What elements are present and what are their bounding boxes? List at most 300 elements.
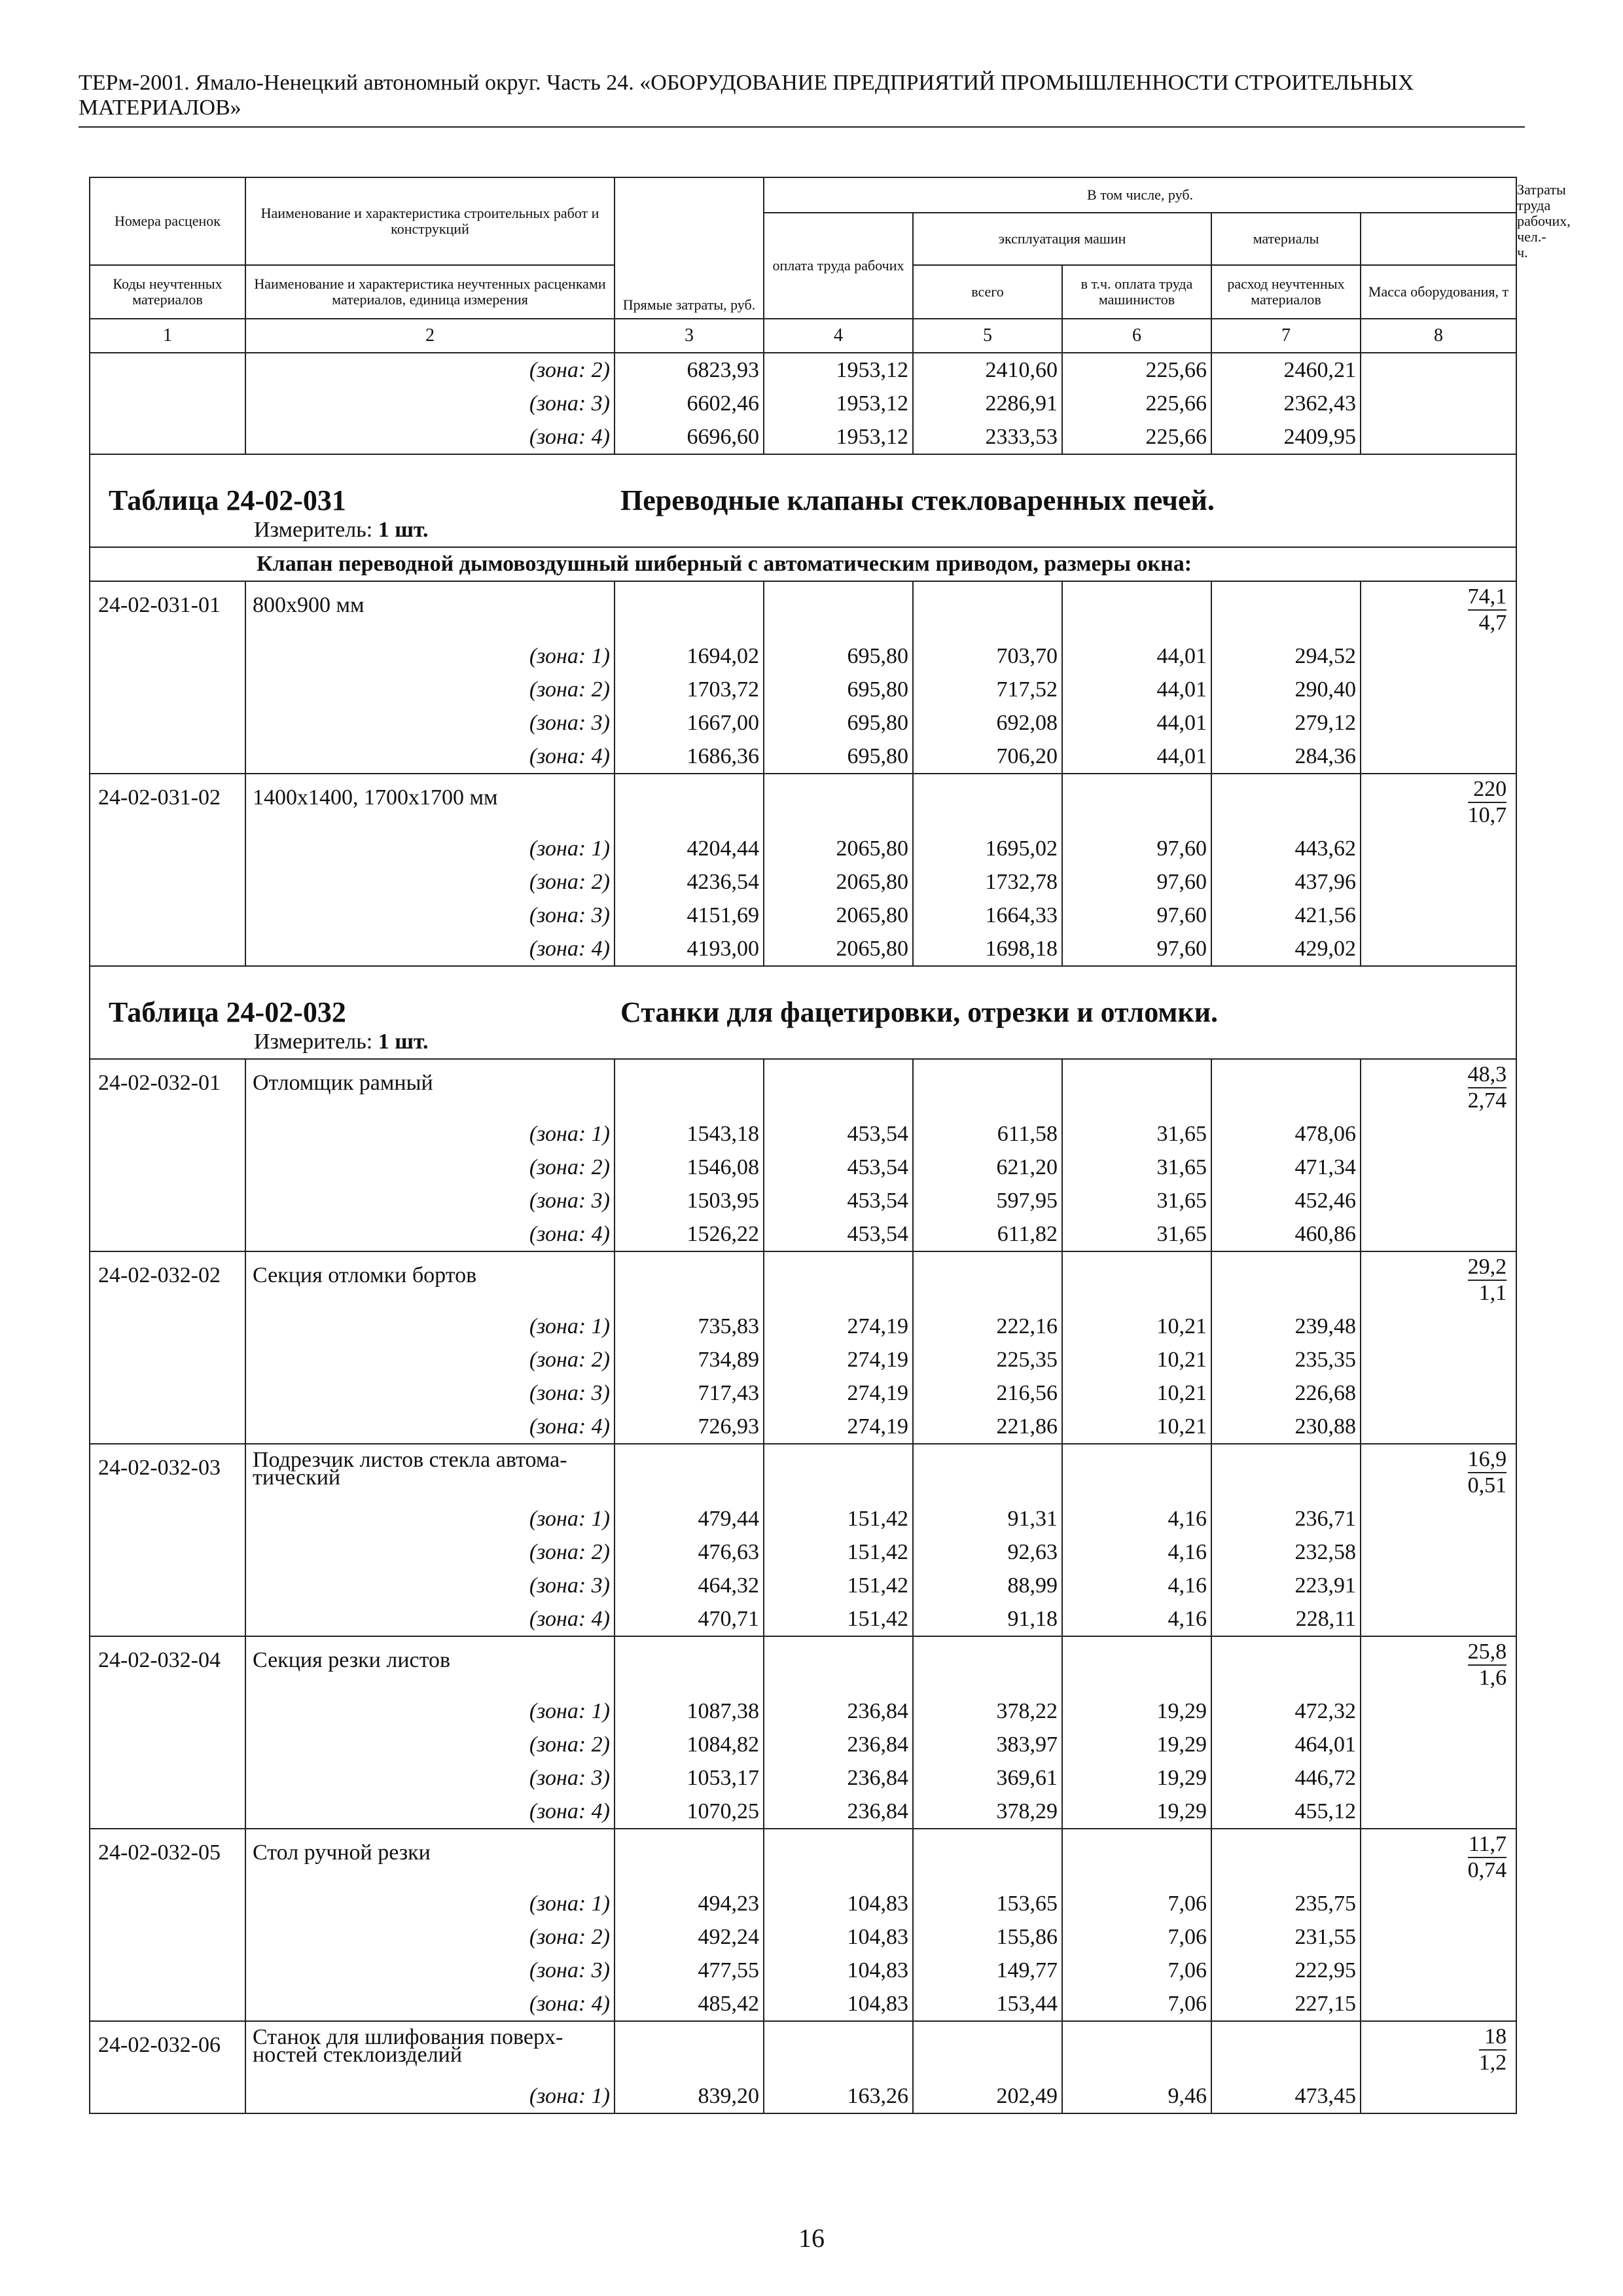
- value-cell: 2409,95: [1211, 420, 1361, 454]
- value-cell: [764, 1636, 913, 1695]
- value-cell: 10,21: [1062, 1310, 1211, 1343]
- column-number: 6: [1062, 319, 1211, 353]
- labor-mass-cell: [1361, 2021, 1516, 2079]
- value-cell: 236,84: [764, 1761, 913, 1795]
- table-row: [90, 639, 1516, 673]
- code-cell: [90, 1376, 245, 1410]
- value-cell: 294,52: [1211, 639, 1361, 673]
- labor-mass-fraction: [1468, 774, 1512, 828]
- value-cell: [913, 1059, 1062, 1117]
- value-cell: 383,97: [913, 1728, 1062, 1761]
- labor-mass-cell: [1361, 1444, 1516, 1502]
- labor-mass-fraction: [1468, 1060, 1512, 1113]
- code-cell: [90, 1310, 245, 1343]
- value-cell: [1361, 1343, 1516, 1376]
- value-cell: [1361, 932, 1516, 966]
- table-row: [90, 1569, 1516, 1602]
- value-cell: [913, 1829, 1062, 1887]
- code-cell: [90, 2079, 245, 2113]
- labor-cost: 74,1: [1468, 584, 1507, 611]
- value-cell: 222,95: [1211, 1954, 1361, 1987]
- labor-mass-cell: [1361, 1636, 1516, 1695]
- measure: [254, 518, 429, 543]
- table-body: [90, 353, 1516, 2113]
- value-cell: [1361, 420, 1516, 454]
- labor-mass-cell: [1361, 1059, 1516, 1117]
- value-cell: 494,23: [615, 1887, 764, 1920]
- value-cell: 4236,54: [615, 865, 764, 899]
- section-title-row: [90, 966, 1516, 1028]
- value-cell: 695,80: [764, 639, 913, 673]
- value-cell: 228,11: [1211, 1602, 1361, 1636]
- value-cell: 2362,43: [1211, 387, 1361, 420]
- value-cell: 97,60: [1062, 932, 1211, 966]
- zone-label: (зона: 3): [245, 1954, 615, 1987]
- value-cell: 717,52: [913, 673, 1062, 706]
- header-including: В том числе, руб.: [764, 177, 1516, 213]
- value-cell: 236,84: [764, 1728, 913, 1761]
- equipment-mass: 1,6: [1478, 1666, 1507, 1690]
- zone-label: (зона: 3): [245, 1569, 615, 1602]
- table-row: [90, 1795, 1516, 1829]
- value-cell: 1664,33: [913, 899, 1062, 932]
- code-cell: [90, 1184, 245, 1217]
- value-cell: 1703,72: [615, 673, 764, 706]
- value-cell: 473,45: [1211, 2079, 1361, 2113]
- column-number: 5: [913, 319, 1062, 353]
- code-cell: [90, 1502, 245, 1535]
- labor-mass-cell: [1361, 1251, 1516, 1310]
- rate-code: 24-02-032-01: [90, 1059, 245, 1117]
- value-cell: [1062, 774, 1211, 832]
- value-cell: 2065,80: [764, 932, 913, 966]
- zone-label: (зона: 3): [245, 387, 615, 420]
- value-cell: [1211, 2021, 1361, 2079]
- value-cell: 225,66: [1062, 353, 1211, 387]
- zone-label: (зона: 1): [245, 1502, 615, 1535]
- zone-label: (зона: 1): [245, 2079, 615, 2113]
- value-cell: 1543,18: [615, 1117, 764, 1151]
- equipment-mass: 10,7: [1467, 803, 1507, 827]
- value-cell: 460,86: [1211, 1217, 1361, 1251]
- value-cell: [615, 1636, 764, 1695]
- section-title-cell: [90, 966, 1516, 1028]
- value-cell: 235,35: [1211, 1343, 1361, 1376]
- column-number: 1: [90, 319, 245, 353]
- value-cell: 2065,80: [764, 832, 913, 865]
- header-machines-labor: в т.ч. оплата труда машинистов: [1062, 265, 1211, 319]
- value-cell: 10,21: [1062, 1410, 1211, 1444]
- table-row: [90, 1987, 1516, 2021]
- zone-label: (зона: 4): [245, 1987, 615, 2021]
- table-row: [90, 673, 1516, 706]
- labor-cost: 11,7: [1468, 1832, 1507, 1858]
- value-cell: 1087,38: [615, 1695, 764, 1728]
- value-cell: [1361, 1920, 1516, 1954]
- table-row: [90, 932, 1516, 966]
- value-cell: 225,66: [1062, 387, 1211, 420]
- value-cell: [1361, 1761, 1516, 1795]
- value-cell: [615, 1829, 764, 1887]
- value-cell: 153,44: [913, 1987, 1062, 2021]
- table-title: Станки для фацетировки, отрезки и отломки.: [620, 996, 1219, 1028]
- value-cell: 221,86: [913, 1410, 1062, 1444]
- value-cell: [1062, 1636, 1211, 1695]
- zone-label: (зона: 1): [245, 832, 615, 865]
- equipment-mass: 0,51: [1467, 1473, 1507, 1498]
- value-cell: [1361, 832, 1516, 865]
- value-cell: 1053,17: [615, 1761, 764, 1795]
- code-cell: [90, 932, 245, 966]
- value-cell: [1062, 2021, 1211, 2079]
- zone-label: (зона: 1): [245, 1695, 615, 1728]
- code-cell: [90, 1795, 245, 1829]
- measure-row: [90, 1028, 1516, 1059]
- value-cell: [1361, 1184, 1516, 1217]
- value-cell: [764, 774, 913, 832]
- code-cell: [90, 1343, 245, 1376]
- zone-label: (зона: 1): [245, 1310, 615, 1343]
- value-cell: [1211, 774, 1361, 832]
- value-cell: [1361, 706, 1516, 740]
- value-cell: 421,56: [1211, 899, 1361, 932]
- value-cell: [1361, 740, 1516, 774]
- value-cell: 479,44: [615, 1502, 764, 1535]
- code-cell: [90, 353, 245, 387]
- value-cell: 19,29: [1062, 1795, 1211, 1829]
- value-cell: [1361, 1151, 1516, 1184]
- column-number: 3: [615, 319, 764, 353]
- value-cell: 44,01: [1062, 706, 1211, 740]
- value-cell: [1211, 1444, 1361, 1502]
- value-cell: 7,06: [1062, 1954, 1211, 1987]
- header-machines-total: всего: [913, 265, 1062, 319]
- value-cell: 274,19: [764, 1310, 913, 1343]
- equipment-mass: 1,2: [1478, 2051, 1507, 2075]
- value-cell: 2065,80: [764, 865, 913, 899]
- rate-name: Подрезчик листов стекла автома-тический: [245, 1444, 615, 1502]
- value-cell: 621,20: [913, 1151, 1062, 1184]
- rate-name: Стол ручной резки: [245, 1829, 615, 1887]
- value-cell: 239,48: [1211, 1310, 1361, 1343]
- value-cell: 2460,21: [1211, 353, 1361, 387]
- value-cell: 464,32: [615, 1569, 764, 1602]
- value-cell: [615, 774, 764, 832]
- header-materials: материалы: [1211, 213, 1361, 265]
- value-cell: 97,60: [1062, 832, 1211, 865]
- value-cell: 10,21: [1062, 1343, 1211, 1376]
- value-cell: 31,65: [1062, 1184, 1211, 1217]
- zone-label: (зона: 3): [245, 706, 615, 740]
- value-cell: 437,96: [1211, 865, 1361, 899]
- value-cell: 104,83: [764, 1887, 913, 1920]
- code-cell: [90, 1887, 245, 1920]
- section-title-row: [90, 454, 1516, 516]
- value-cell: 7,06: [1062, 1887, 1211, 1920]
- zone-label: (зона: 1): [245, 1887, 615, 1920]
- equipment-mass: 1,1: [1478, 1281, 1507, 1305]
- value-cell: [1361, 1695, 1516, 1728]
- value-cell: [615, 581, 764, 639]
- value-cell: [913, 1444, 1062, 1502]
- labor-cost: 16,9: [1468, 1447, 1507, 1473]
- labor-mass-cell: [1361, 774, 1516, 832]
- table-row: [90, 740, 1516, 774]
- value-cell: 279,12: [1211, 706, 1361, 740]
- value-cell: [615, 1251, 764, 1310]
- value-cell: [913, 774, 1062, 832]
- value-cell: 92,63: [913, 1535, 1062, 1569]
- column-number: 4: [764, 319, 913, 353]
- value-cell: 695,80: [764, 706, 913, 740]
- table-row: [90, 865, 1516, 899]
- value-cell: [1361, 1410, 1516, 1444]
- header-col1-top: Номера расценок: [90, 177, 245, 265]
- header-col2-top: Наименование и характеристика строительных работ и конструкций: [245, 177, 615, 265]
- code-cell: [90, 1761, 245, 1795]
- value-cell: 4204,44: [615, 832, 764, 865]
- value-cell: 470,71: [615, 1602, 764, 1636]
- labor-cost: 18: [1479, 2024, 1507, 2051]
- value-cell: 9,46: [1062, 2079, 1211, 2113]
- value-cell: 290,40: [1211, 673, 1361, 706]
- header-col8-bottom: Масса оборудования, т: [1361, 265, 1516, 319]
- zone-label: (зона: 3): [245, 1761, 615, 1795]
- value-cell: [1211, 1829, 1361, 1887]
- value-cell: 151,42: [764, 1535, 913, 1569]
- table-row: [90, 1695, 1516, 1728]
- value-cell: [1211, 581, 1361, 639]
- value-cell: 151,42: [764, 1502, 913, 1535]
- value-cell: 472,32: [1211, 1695, 1361, 1728]
- table-row: [90, 1444, 1516, 1502]
- table-row: [90, 706, 1516, 740]
- value-cell: [1361, 639, 1516, 673]
- value-cell: 2410,60: [913, 353, 1062, 387]
- value-cell: [1361, 1117, 1516, 1151]
- section-title-cell: [90, 454, 1516, 516]
- table-row: [90, 353, 1516, 387]
- header-direct-costs: Прямые затраты, руб.: [615, 177, 764, 319]
- value-cell: 1953,12: [764, 420, 913, 454]
- value-cell: 31,65: [1062, 1151, 1211, 1184]
- value-cell: [1361, 1795, 1516, 1829]
- value-cell: [1361, 387, 1516, 420]
- value-cell: 1953,12: [764, 353, 913, 387]
- value-cell: 1667,00: [615, 706, 764, 740]
- value-cell: 839,20: [615, 2079, 764, 2113]
- column-number: 7: [1211, 319, 1361, 353]
- value-cell: 230,88: [1211, 1410, 1361, 1444]
- code-cell: [90, 899, 245, 932]
- value-cell: 2065,80: [764, 899, 913, 932]
- table-row: [90, 1761, 1516, 1795]
- header-col1-bottom: Коды неучтенных материалов: [90, 265, 245, 319]
- rate-code: 24-02-031-01: [90, 581, 245, 639]
- value-cell: 453,54: [764, 1184, 913, 1217]
- table-row: [90, 1887, 1516, 1920]
- table-header: Номера расценок Наименование и характеристика строительных работ и конструкций Прямые затраты, руб. В том числе, руб. Затраты труда рабочих, чел.-ч. оплата труда рабочих эксплуатация машин материалы Коды неучтенных материалов Наименование и характеристика неучтенных расценками материалов, единица измерения всего в т.ч. оплата труда машинистов расход неучтенных материалов Масса оборудования, т 1 2 3 4 5 6 7 8: [90, 177, 1516, 353]
- value-cell: 453,54: [764, 1117, 913, 1151]
- value-cell: [1361, 1987, 1516, 2021]
- value-cell: 202,49: [913, 2079, 1062, 2113]
- value-cell: 1694,02: [615, 639, 764, 673]
- zone-label: (зона: 2): [245, 1728, 615, 1761]
- zone-label: (зона: 3): [245, 1184, 615, 1217]
- value-cell: 155,86: [913, 1920, 1062, 1954]
- value-cell: [1211, 1636, 1361, 1695]
- value-cell: 2286,91: [913, 387, 1062, 420]
- value-cell: [764, 1829, 913, 1887]
- code-cell: [90, 1920, 245, 1954]
- value-cell: 151,42: [764, 1602, 913, 1636]
- value-cell: [764, 1059, 913, 1117]
- table-row: [90, 420, 1516, 454]
- value-cell: [1361, 673, 1516, 706]
- value-cell: 2333,53: [913, 420, 1062, 454]
- zone-label: (зона: 1): [245, 639, 615, 673]
- column-number: 2: [245, 319, 615, 353]
- code-cell: [90, 1151, 245, 1184]
- zone-label: (зона: 3): [245, 1376, 615, 1410]
- value-cell: 471,34: [1211, 1151, 1361, 1184]
- value-cell: 485,42: [615, 1987, 764, 2021]
- price-table: [89, 177, 1571, 2114]
- value-cell: 706,20: [913, 740, 1062, 774]
- value-cell: 231,55: [1211, 1920, 1361, 1954]
- header-machines: эксплуатация машин: [913, 213, 1211, 265]
- value-cell: 274,19: [764, 1376, 913, 1410]
- value-cell: 692,08: [913, 706, 1062, 740]
- zone-label: (зона: 4): [245, 740, 615, 774]
- value-cell: 88,99: [913, 1569, 1062, 1602]
- value-cell: [1361, 1535, 1516, 1569]
- value-cell: 236,84: [764, 1695, 913, 1728]
- value-cell: [1361, 1502, 1516, 1535]
- value-cell: [764, 1444, 913, 1502]
- value-cell: 7,06: [1062, 1920, 1211, 1954]
- value-cell: 443,62: [1211, 832, 1361, 865]
- labor-mass-fraction: [1468, 1829, 1512, 1883]
- value-cell: 223,91: [1211, 1569, 1361, 1602]
- code-cell: [90, 639, 245, 673]
- value-cell: 31,65: [1062, 1217, 1211, 1251]
- table-row: [90, 1184, 1516, 1217]
- code-cell: [90, 1569, 245, 1602]
- measure-row: [90, 516, 1516, 547]
- page-number: 16: [798, 2223, 825, 2253]
- code-cell: [90, 706, 245, 740]
- value-cell: 97,60: [1062, 899, 1211, 932]
- table-row: [90, 832, 1516, 865]
- value-cell: 226,68: [1211, 1376, 1361, 1410]
- value-cell: 19,29: [1062, 1761, 1211, 1795]
- value-cell: 453,54: [764, 1217, 913, 1251]
- value-cell: [1361, 1310, 1516, 1343]
- value-cell: 1686,36: [615, 740, 764, 774]
- rate-code: 24-02-032-05: [90, 1829, 245, 1887]
- value-cell: 44,01: [1062, 673, 1211, 706]
- value-cell: 446,72: [1211, 1761, 1361, 1795]
- value-cell: 284,36: [1211, 740, 1361, 774]
- value-cell: [1062, 1829, 1211, 1887]
- table-name: Таблица 24-02-031: [109, 484, 346, 516]
- value-cell: 4,16: [1062, 1569, 1211, 1602]
- value-cell: 429,02: [1211, 932, 1361, 966]
- value-cell: 717,43: [615, 1376, 764, 1410]
- value-cell: 1732,78: [913, 865, 1062, 899]
- value-cell: 378,29: [913, 1795, 1062, 1829]
- value-cell: 477,55: [615, 1954, 764, 1987]
- zone-label: (зона: 2): [245, 865, 615, 899]
- labor-mass-cell: [1361, 1829, 1516, 1887]
- value-cell: [1361, 865, 1516, 899]
- value-cell: 31,65: [1062, 1117, 1211, 1151]
- value-cell: [913, 1636, 1062, 1695]
- value-cell: [1361, 1602, 1516, 1636]
- value-cell: [615, 1059, 764, 1117]
- value-cell: 7,06: [1062, 1987, 1211, 2021]
- value-cell: 1695,02: [913, 832, 1062, 865]
- value-cell: [1361, 1217, 1516, 1251]
- value-cell: 274,19: [764, 1343, 913, 1376]
- value-cell: 149,77: [913, 1954, 1062, 1987]
- subheading-row: [90, 547, 1516, 581]
- labor-mass-fraction: [1468, 1444, 1512, 1498]
- value-cell: 4,16: [1062, 1602, 1211, 1636]
- value-cell: [1062, 1251, 1211, 1310]
- measure-cell: [90, 516, 1516, 547]
- zone-label: (зона: 3): [245, 899, 615, 932]
- table-row: [90, 1251, 1516, 1310]
- value-cell: [764, 1251, 913, 1310]
- labor-mass-cell: [1361, 581, 1516, 639]
- value-cell: 703,70: [913, 639, 1062, 673]
- value-cell: [1361, 1728, 1516, 1761]
- header-labor: оплата труда рабочих: [764, 213, 913, 319]
- table-row: [90, 1343, 1516, 1376]
- value-cell: 216,56: [913, 1376, 1062, 1410]
- value-cell: [764, 2021, 913, 2079]
- value-cell: 455,12: [1211, 1795, 1361, 1829]
- value-cell: 4,16: [1062, 1535, 1211, 1569]
- value-cell: 10,21: [1062, 1376, 1211, 1410]
- zone-label: (зона: 4): [245, 420, 615, 454]
- table-row: [90, 1728, 1516, 1761]
- value-cell: [1361, 353, 1516, 387]
- value-cell: [764, 581, 913, 639]
- table-row: [90, 581, 1516, 639]
- header-materials-unaccounted: расход неучтенных материалов: [1211, 265, 1361, 319]
- code-cell: [90, 387, 245, 420]
- value-cell: 1526,22: [615, 1217, 764, 1251]
- rate-name: 1400х1400, 1700х1700 мм: [245, 774, 615, 832]
- value-cell: 1503,95: [615, 1184, 764, 1217]
- value-cell: 478,06: [1211, 1117, 1361, 1151]
- value-cell: 4,16: [1062, 1502, 1211, 1535]
- value-cell: [1361, 2079, 1516, 2113]
- value-cell: 1546,08: [615, 1151, 764, 1184]
- zone-label: (зона: 2): [245, 1151, 615, 1184]
- value-cell: 44,01: [1062, 639, 1211, 673]
- code-cell: [90, 1117, 245, 1151]
- value-cell: 227,15: [1211, 1987, 1361, 2021]
- code-cell: [90, 740, 245, 774]
- value-cell: 151,42: [764, 1569, 913, 1602]
- value-cell: 1953,12: [764, 387, 913, 420]
- value-cell: [615, 2021, 764, 2079]
- value-cell: 104,83: [764, 1920, 913, 1954]
